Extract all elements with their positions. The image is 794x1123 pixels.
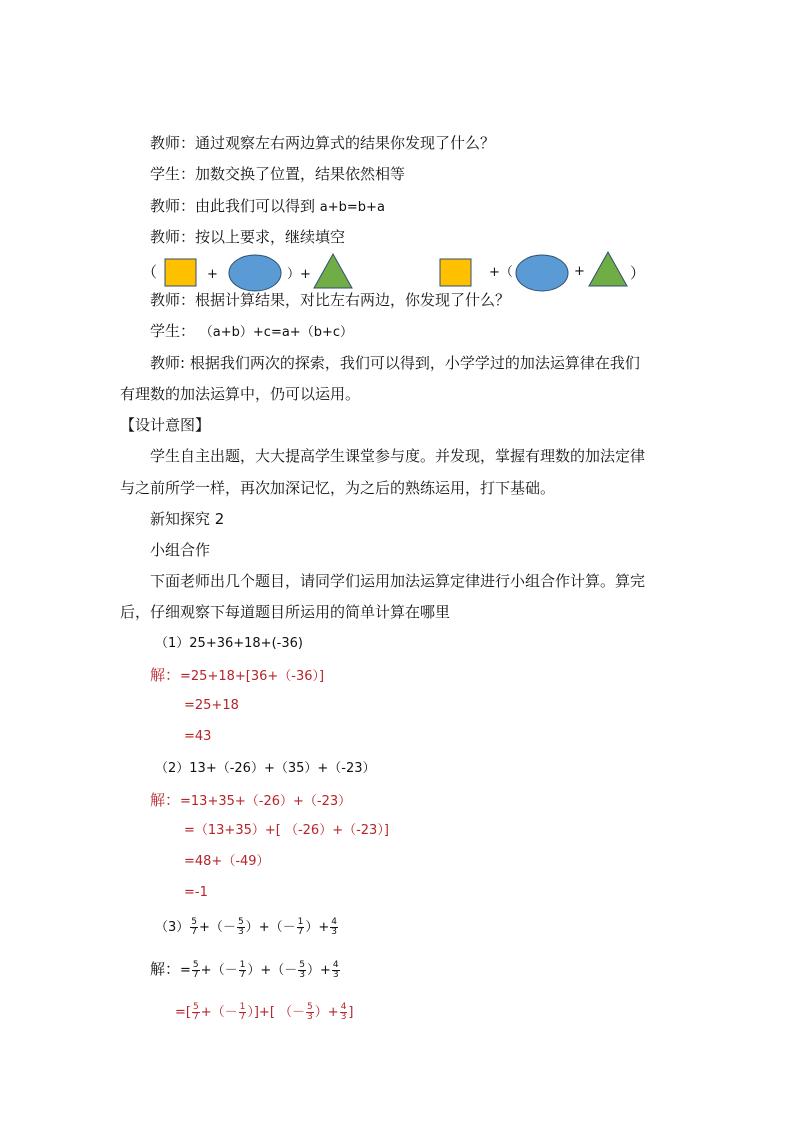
dialog-text: 学生： xyxy=(150,322,196,340)
problem-number: （3） xyxy=(155,920,190,935)
dialog-line-teacher-compare: 教师：根据计算结果，对比左右两边，你发现了什么？ xyxy=(150,291,511,309)
fraction-1-7: $\frac{1}{7}$ xyxy=(297,917,304,937)
close-paren: ） xyxy=(306,963,320,978)
problem-3-question xyxy=(155,918,339,938)
fraction-5-3: $\frac{5}{3}$ xyxy=(299,960,305,980)
plus-sign: + xyxy=(574,264,585,279)
right-close-paren: ） xyxy=(630,264,646,282)
commutative-formula: a+b=b+a xyxy=(319,200,385,215)
problem-2-question: （2）13+（-26）+（35）+（-23） xyxy=(155,761,376,776)
open-neg: （－ xyxy=(269,920,296,935)
square-shape-left xyxy=(164,258,198,288)
fraction-1-7: $\frac{1}{7}$ xyxy=(239,1002,246,1022)
close-paren-plus: ）+ xyxy=(287,267,311,282)
design-intent-heading: 【设计意图】 xyxy=(120,416,211,434)
explore-paragraph-cont: 后，仔细观察下每道题目所运用的简单计算在哪里 xyxy=(120,603,451,621)
solution-step: =25+18 xyxy=(184,698,239,713)
bracket-join: ）]+[ （－ xyxy=(247,1005,306,1020)
design-intent-paragraph-cont: 与之前所学一样，再次加深记忆，为之后的熟练运用，打下基础。 xyxy=(120,479,556,497)
plus-sign: + xyxy=(200,963,212,978)
plus-sign: + xyxy=(260,963,272,978)
fraction-5-3: $\frac{5}{3}$ xyxy=(237,917,244,937)
ellipse-shape-left xyxy=(227,253,283,293)
open-neg: （－ xyxy=(211,1005,238,1020)
problem-1-solution xyxy=(150,665,324,687)
solution-step: =-1 xyxy=(184,885,208,900)
fraction-5-7: $\frac{5}{7}$ xyxy=(191,917,198,937)
fraction-5-3: $\frac{5}{3}$ xyxy=(307,1002,313,1022)
section-subtitle: 小组合作 xyxy=(150,541,211,559)
associative-formula: （a+b）+c=a+（b+c） xyxy=(199,325,353,340)
dialog-line-teacher-instruction: 教师：按以上要求，继续填空 xyxy=(150,228,346,246)
open-neg: （－ xyxy=(211,963,238,978)
fraction-4-3: $\frac{4}{3}$ xyxy=(332,960,339,980)
fraction-5-7: $\frac{5}{7}$ xyxy=(192,960,199,980)
triangle-shape-right xyxy=(587,250,629,288)
dialog-line-student-associative xyxy=(150,321,353,343)
dialog-line-teacher-conclusion-cont: 有理数的加法运算中，仍可以运用。 xyxy=(120,385,361,403)
solution-label: 解： xyxy=(150,666,181,684)
close-bracket: ] xyxy=(348,1005,354,1020)
plus-sign: + xyxy=(318,920,330,935)
problem-3-solution xyxy=(150,959,341,981)
plus-sign: + xyxy=(200,1005,212,1020)
plus-sign: + xyxy=(199,920,210,935)
close-paren: ） xyxy=(305,920,319,935)
solution-step: =43 xyxy=(184,729,212,744)
ellipse-shape-right xyxy=(514,253,570,293)
solution-step: =13+35+（-26）+（-23） xyxy=(180,794,352,809)
open-neg: （－ xyxy=(209,920,236,935)
square-shape-right xyxy=(439,258,473,288)
triangle-shape-left xyxy=(312,252,354,290)
dialog-line-teacher-formula xyxy=(150,196,385,218)
explore-paragraph: 下面老师出几个题目，请同学们运用加法运算定律进行小组合作计算。算完 xyxy=(150,572,646,590)
dialog-line-teacher-question: 教师：通过观察左右两边算式的结果你发现了什么？ xyxy=(150,134,496,152)
solution-step: =（13+35）+[ （-26）+（-23）] xyxy=(184,823,389,838)
dialog-line-student-answer: 学生：加数交换了位置，结果依然相等 xyxy=(150,165,406,183)
design-intent-paragraph: 学生自主出题，大大提高学生课堂参与度。并发现，掌握有理数的加法定律 xyxy=(150,447,646,465)
plus-sign: + xyxy=(258,920,270,935)
open-neg: （－ xyxy=(271,963,298,978)
equals-bracket: =[ xyxy=(175,1005,191,1020)
solution-step: =25+18+[36+（-36）] xyxy=(180,669,325,684)
section-title: 新知探究 2 xyxy=(150,510,225,528)
close-paren: ） xyxy=(247,963,261,978)
solution-step: =48+（-49） xyxy=(184,854,270,869)
solution-step xyxy=(175,1003,354,1023)
dialog-text: 教师：由此我们可以得到 xyxy=(150,197,316,215)
dialog-line-teacher-conclusion: 教师: 根据我们两次的探索，我们可以得到，小学学过的加法运算律在我们 xyxy=(150,354,640,372)
plus-sign: + xyxy=(207,267,218,282)
solution-label: 解： xyxy=(150,791,181,809)
problem-2-solution xyxy=(150,790,351,812)
plus-open-paren: +（ xyxy=(489,265,513,280)
plus-sign: + xyxy=(320,963,331,978)
close-paren: ） xyxy=(314,1005,328,1020)
left-open-paren: （ xyxy=(142,263,158,281)
problem-1-question: （1）25+36+18+(-36) xyxy=(155,636,303,651)
fraction-1-7: $\frac{1}{7}$ xyxy=(239,960,246,980)
fraction-4-3: $\frac{4}{3}$ xyxy=(340,1002,347,1022)
equals: = xyxy=(180,963,191,978)
solution-label: 解： xyxy=(150,960,181,978)
plus-sign: + xyxy=(327,1005,339,1020)
fraction-4-3: $\frac{4}{3}$ xyxy=(331,917,337,937)
fraction-5-7: $\frac{5}{7}$ xyxy=(192,1002,199,1022)
close-paren: ） xyxy=(245,920,259,935)
